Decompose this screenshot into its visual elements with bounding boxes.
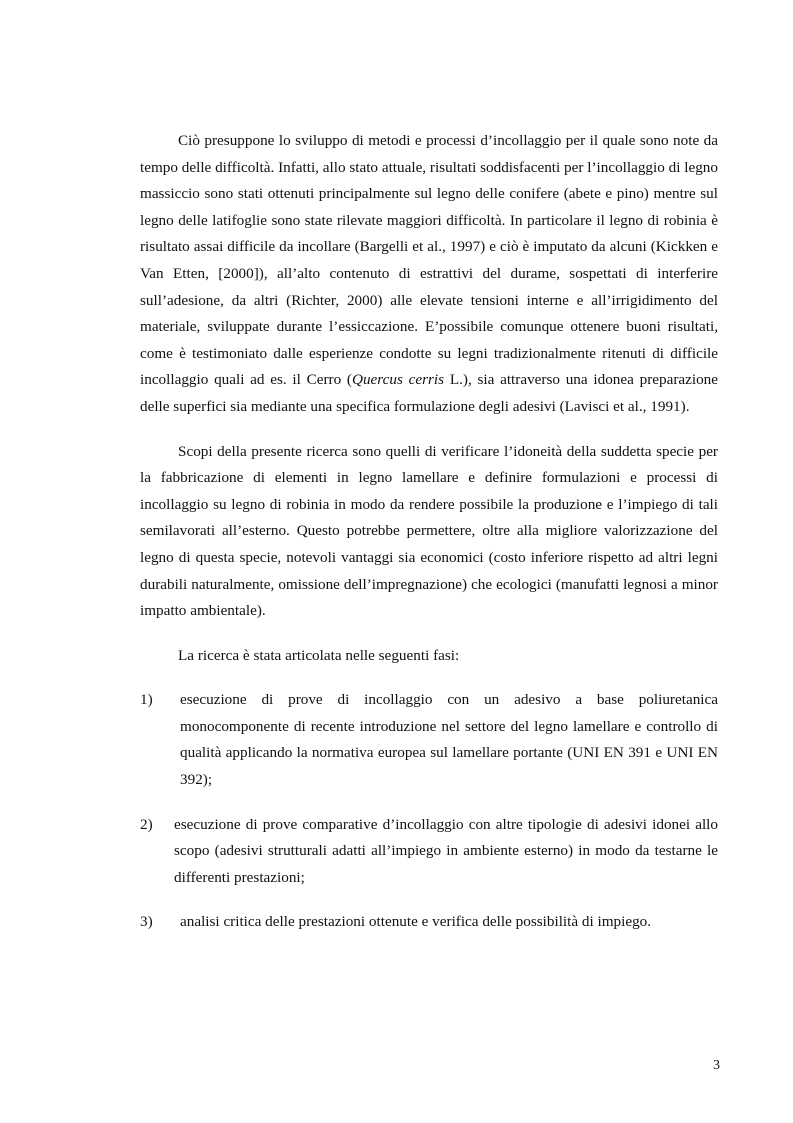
paragraph-intro-text-b: L.), sia attraverso una idonea preparazione delle superfici sia mediante una specifica formulazione degli adesivi (Lavisci et al., 1991). bbox=[140, 371, 719, 415]
paragraph-intro-text-a: Ciò presuppone lo sviluppo di metodi e processi d’incollaggio per il quale sono note da tempo delle difficoltà. Infatti, allo stato attuale, risultati soddisfacenti per l’incollaggio di legno massiccio sono stati ottenuti principalmente sul legno delle conifere (abete e pino) mentre sul legno delle latifoglie sono state rilevate maggiori difficoltà. In particolare il legno di robinia è risultato assai difficile da incollare (Bargelli et al., 1997) e ciò è imputato da alcuni (Kickken e Van Etten, [2000]), all’alto contenuto di estrattivi del durame, sospettati di interferire sull’adesione, da altri (Richter, 2000) alle elevate tensioni interne e all’irrigidimento del materiale, sviluppate durante l’essiccazione. E’possibile comunque ottenere buoni risultati, come è testimoniato dalle esperienze condotte su legni tradizionalmente ritenuti di difficile incollaggio quali ad es. il Cerro ( bbox=[140, 132, 718, 389]
list-item-number: 3) bbox=[140, 913, 153, 931]
paragraph-objectives: Scopi della presente ricerca sono quelli di verificare l’idoneità della suddetta specie per la fabbricazione di elementi in legno lamellare e definire formulazioni e processi di incollaggio su legno di robinia in modo da rendere possibile la produzione e l’impiego di tali semilavorati all’esterno. Questo potrebbe permettere, oltre alla migliore valorizzazione del legno di questa specie, notevoli vantaggi sia economici (costo inferiore rispetto ad altri legni durabili naturalmente, omissione dell’impregnazione) che ecologici (manufatti legnosi a minor impatto ambientale). bbox=[140, 442, 718, 620]
phases-list bbox=[140, 687, 718, 936]
list-item bbox=[140, 909, 718, 936]
paragraph-phases-intro: La ricerca è stata articolata nelle seguenti fasi: bbox=[178, 646, 460, 664]
list-item bbox=[140, 812, 718, 892]
list-item-text: analisi critica delle prestazioni ottenute e verifica delle possibilità di impiego. bbox=[180, 913, 652, 931]
list-item bbox=[140, 687, 718, 793]
list-item-text: esecuzione di prove comparative d’incollaggio con altre tipologie di adesivi idonei allo scopo (adesivi strutturali adatti all’impiego in ambiente esterno) in modo da testarne le differenti prestazioni; bbox=[174, 815, 718, 886]
list-item-text: esecuzione di prove di incollaggio con un adesivo a base poliuretanica monocomponente di recente introduzione nel settore del legno lamellare e controllo di qualità applicando la normativa europea sul lamellare portante (UNI EN 391 e UNI EN 392); bbox=[180, 691, 718, 789]
paragraph-intro bbox=[140, 128, 718, 421]
list-item-number: 2) bbox=[140, 815, 153, 833]
species-name-italic: Quercus cerris bbox=[352, 371, 445, 389]
page-number: 3 bbox=[713, 1058, 720, 1073]
list-item-number: 1) bbox=[140, 691, 153, 709]
document-body bbox=[140, 128, 718, 954]
